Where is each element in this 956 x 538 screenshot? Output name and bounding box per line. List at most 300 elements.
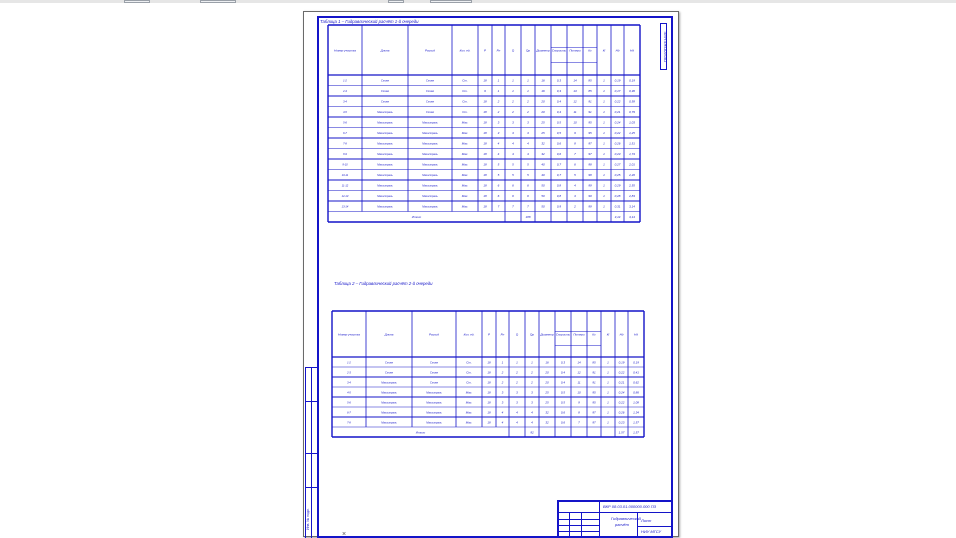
app-toolbar-edge [0, 0, 956, 3]
toolbar-button[interactable] [200, 0, 236, 3]
table2-caption: Таблица 2 – Гидравлический расчёт 2-й очереди [334, 281, 433, 286]
table-cell: 5 [512, 162, 514, 167]
table-header-cell: P [483, 48, 487, 53]
drawing-sheet [303, 11, 679, 537]
title-block-name-1: Гидравлический [611, 516, 641, 521]
table-cell: 95 [588, 120, 592, 125]
toolbar-button[interactable] [388, 0, 404, 3]
table-header-cell: Кг [592, 332, 596, 337]
table-cell: 18 [483, 120, 487, 125]
table-cell: 18 [483, 152, 487, 157]
table-cell: 1,25 [629, 131, 635, 136]
table-cell: 2 [516, 370, 518, 375]
table-cell: 2 [531, 380, 533, 385]
table-header-cell: Диаметр [536, 48, 550, 53]
table-cell: 2-3 [343, 90, 347, 94]
table-cell: 4 [531, 420, 533, 425]
table-cell: Маг. [461, 162, 469, 167]
table-header-cell: Pn [500, 332, 505, 337]
table-cell: 0,4 [560, 370, 566, 375]
table-cell: Магистраль [426, 391, 442, 395]
table-cell: 1,51 [629, 141, 635, 146]
table-cell: Магистраль [422, 184, 438, 188]
table-cell: 1 [603, 99, 605, 104]
table-cell: 1,74 [629, 152, 635, 157]
table-cell: 6 [497, 183, 500, 188]
table-cell: 2 [531, 370, 533, 375]
table-cell: 9-10 [342, 163, 348, 167]
title-block-name-2: расчёт [615, 522, 629, 527]
table-cell: 0,6 [556, 141, 562, 146]
table-cell: 1 [497, 89, 500, 94]
table-cell: Магистраль [377, 174, 393, 178]
table-total-cell: 1,57 [618, 430, 625, 435]
table-cell: Стояк [384, 371, 394, 375]
table-cell: 1 [607, 400, 609, 405]
table-cell: 7 [497, 204, 500, 209]
table-cell: Магистраль [377, 184, 393, 188]
table-cell: 3 [527, 131, 529, 136]
table-cell: Маг. [461, 183, 469, 188]
appendix-stamp-text: ПРИЛОЖЕНИЕ [662, 31, 668, 62]
table-cell: 6 [527, 194, 529, 199]
table-header-cell: Потери [569, 48, 581, 53]
table-cell: 1 [603, 120, 605, 125]
table-cell: 1 [607, 420, 609, 425]
table-cell: 18 [487, 360, 491, 365]
table-header-cell: Диаметр [540, 332, 554, 337]
table-cell: 10 [577, 390, 581, 395]
table-cell: Стояк [380, 90, 390, 94]
table-cell: 18 [483, 99, 487, 104]
table-cell: 0,22 [618, 370, 625, 375]
table-cell: Магистраль [426, 411, 442, 415]
table-cell: 2 [527, 99, 529, 104]
table-cell: Стояк [429, 381, 439, 385]
table-cell: Магистраль [381, 401, 397, 405]
table-cell: 1 [497, 78, 500, 83]
table-cell: 97 [592, 410, 596, 415]
table-cell: 5 [574, 173, 576, 178]
table-cell: 2 [497, 99, 500, 104]
table-cell: 0,4 [560, 380, 566, 385]
table-header-cell: Кl [602, 48, 606, 53]
table-header-cell: Q [511, 48, 515, 53]
table-cell: 50 [541, 183, 545, 188]
table-cell: 18 [483, 194, 487, 199]
table-cell: 1 [603, 194, 605, 199]
table-cell: 12 [577, 370, 581, 375]
table-cell: 0,24 [614, 120, 621, 125]
table-cell: 1 [516, 360, 518, 365]
table-header-cell: Длина [380, 48, 390, 53]
table-cell: 0,24 [618, 390, 625, 395]
table-cell: 18 [483, 183, 487, 188]
table-cell: 0,7 [556, 173, 562, 178]
table-cell: 3 [512, 120, 514, 125]
table-cell: 7 [527, 204, 529, 209]
table-header-cell: Кl [606, 332, 610, 337]
table-cell: 99 [588, 194, 592, 199]
table-cell: 0,4 [556, 99, 562, 104]
toolbar-button[interactable] [124, 0, 150, 3]
table-cell: 3 [516, 390, 518, 395]
table-cell: 0,86 [633, 390, 639, 395]
table-cell: 0,3 [556, 78, 562, 83]
table-cell: 32 [541, 152, 545, 157]
table-cell: 4 [512, 141, 514, 146]
table-cell: 0,26 [618, 410, 625, 415]
table-cell: 0,19 [629, 78, 635, 83]
table-cell: 0,21 [614, 110, 621, 115]
table-header-cell: Длина [384, 332, 394, 337]
table-cell: Магистраль [377, 142, 393, 146]
table-cell: 2,83 [629, 194, 635, 199]
table-total-label: Итого [411, 215, 422, 220]
table-cell: 2-3 [347, 371, 351, 375]
table-cell: 18 [483, 204, 487, 209]
table-cell: 18 [483, 141, 487, 146]
table-cell: 40 [541, 173, 545, 178]
table-header-cell: Кол. ед. [459, 48, 471, 53]
table-header-cell: Q [515, 332, 519, 337]
table-total-label: Итого [415, 430, 426, 435]
table-cell: Стояк [380, 79, 390, 83]
table-cell: Стояк [429, 371, 439, 375]
table-cell: 85 [588, 78, 592, 83]
table-cell: 8 [574, 141, 576, 146]
table-cell: 3-4 [347, 381, 351, 385]
table-cell: 3 [516, 400, 518, 405]
table-cell: 97 [588, 152, 592, 157]
table-cell: 2 [512, 99, 514, 104]
table-cell: 2 [512, 110, 514, 115]
table-cell: 1,03 [629, 120, 635, 125]
table-header-cell: Номер участка [338, 332, 360, 337]
table-cell: 0,36 [629, 89, 635, 94]
table-cell: 3,14 [629, 204, 635, 209]
table-cell: 0,7 [556, 162, 562, 167]
table-cell: 4 [531, 410, 533, 415]
table-cell: 16 [545, 360, 549, 365]
table-cell: 18 [483, 173, 487, 178]
table-cell: 2 [516, 380, 518, 385]
table-cell: 5 [527, 173, 529, 178]
side-stamp-strip [305, 367, 317, 538]
table-cell: Маг. [461, 152, 469, 157]
table-cell: Маг. [461, 120, 469, 125]
table-cell: 5-6 [343, 121, 347, 125]
table-cell: 12-13 [341, 195, 349, 199]
table-cell: 5 [512, 173, 514, 178]
table-cell: Маг. [465, 420, 473, 425]
table-cell: 1 [603, 78, 605, 83]
table-cell: 0,5 [560, 400, 566, 405]
table-cell: 3 [527, 120, 529, 125]
table-cell: 0,26 [614, 141, 621, 146]
table-cell: 0,6 [560, 410, 566, 415]
table-cell: 8 [578, 410, 580, 415]
table-cell: 1 [603, 89, 605, 94]
table2 [332, 311, 657, 444]
table-cell: 85 [592, 360, 596, 365]
table-cell: 6 [527, 183, 529, 188]
table-cell: 10-11 [341, 174, 349, 178]
table-cell: 5 [527, 162, 529, 167]
table-cell: 18 [487, 390, 491, 395]
table-cell: 7-8 [343, 142, 347, 146]
table1-caption: Таблица 1 – Гидравлический расчёт 1-й очереди [320, 19, 419, 24]
table-cell: 0,6 [560, 420, 566, 425]
table-cell: Маг. [465, 390, 473, 395]
table-cell: Магистраль [422, 121, 438, 125]
table-cell: 4 [512, 152, 514, 157]
table-cell: 0,58 [629, 99, 635, 104]
table-cell: 0,19 [614, 78, 621, 83]
table-cell: 4 [574, 183, 576, 188]
table-total-cell: 188 [525, 215, 531, 220]
table-cell: Ст. [462, 89, 468, 94]
table-cell: 6-7 [343, 132, 347, 136]
table-cell: 18 [483, 78, 487, 83]
table-cell: 4 [497, 141, 500, 146]
table-cell: 91 [588, 110, 592, 115]
table-cell: 97 [588, 141, 592, 146]
table-cell: 0,41 [633, 370, 639, 375]
table-cell: 0,29 [614, 183, 621, 188]
table-cell: Маг. [461, 204, 469, 209]
table-cell: 2,26 [629, 173, 635, 178]
table-cell: 32 [541, 141, 545, 146]
table-cell: 1,57 [633, 420, 639, 425]
table-cell: 0,23 [618, 420, 625, 425]
table-total-cell: 1,57 [633, 430, 639, 435]
table-cell: Магистраль [381, 411, 397, 415]
table-cell: 0,21 [618, 380, 625, 385]
table-cell: 32 [545, 410, 549, 415]
table-cell: 1,08 [633, 400, 639, 405]
table-cell: 1 [512, 78, 514, 83]
table-cell: 1 [603, 152, 605, 157]
table-cell: 5 [497, 162, 500, 167]
table-cell: Стояк [429, 361, 439, 365]
table-cell: 95 [592, 400, 596, 405]
table-header-cell: Потери [573, 332, 585, 337]
table-cell: 97 [592, 420, 596, 425]
table-cell: 25 [545, 400, 549, 405]
table-cell: 18 [487, 380, 491, 385]
table-total-cell: 92 [530, 430, 534, 435]
table-cell: 0,8 [556, 194, 562, 199]
table-cell: 4 [501, 420, 504, 425]
table-cell: 0,3 [560, 360, 566, 365]
table-cell: Стояк [425, 90, 435, 94]
table-cell: 7 [578, 420, 580, 425]
table-cell: 14 [573, 78, 577, 83]
table-cell: 1 [607, 390, 609, 395]
table-cell: Магистраль [426, 401, 442, 405]
table-header-cell: Скорость [555, 332, 571, 337]
table-cell: 4 [516, 410, 518, 415]
table-cell: 7 [574, 152, 576, 157]
table-cell: 20 [541, 99, 545, 104]
table-cell: 1 [501, 360, 504, 365]
table-cell: 85 [588, 89, 592, 94]
table-cell: 4 [501, 410, 504, 415]
table-cell: 8-9 [343, 153, 347, 157]
table-cell: 3 [531, 400, 533, 405]
table-cell: Магистраль [422, 142, 438, 146]
table-cell: 1 [607, 410, 609, 415]
appendix-stamp [660, 23, 667, 70]
table-cell: Стояк [384, 361, 394, 365]
table-cell: 7-8 [347, 421, 351, 425]
table-cell: 0,19 [633, 360, 639, 365]
table-cell: 3 [512, 131, 514, 136]
table-cell: 0,9 [556, 204, 562, 209]
table-total-cell: 3,14 [614, 215, 621, 220]
table-cell: 50 [541, 194, 545, 199]
table-cell: 1 [527, 89, 529, 94]
table-cell: 9 [574, 131, 576, 136]
table-cell: Магистраль [377, 132, 393, 136]
table-cell: Магистраль [377, 121, 393, 125]
table-header-cell: Qp [529, 332, 535, 337]
table-cell: 0,17 [614, 89, 621, 94]
table-cell: 10 [573, 120, 577, 125]
table-cell: Ст. [466, 370, 472, 375]
table-cell: 20 [545, 370, 549, 375]
table-cell: 40 [541, 162, 545, 167]
table-cell: Ст. [462, 78, 468, 83]
table-cell: 2 [574, 204, 576, 209]
table-cell: 99 [588, 183, 592, 188]
table-header-cell: P [487, 332, 491, 337]
table-cell: Стояк [425, 111, 435, 115]
table-cell: 2,01 [629, 162, 635, 167]
table-cell: 12 [573, 99, 577, 104]
table-cell: Ст. [466, 360, 472, 365]
table-cell: 5 [497, 173, 500, 178]
table-cell: 2 [501, 370, 504, 375]
table-cell: Маг. [461, 141, 469, 146]
table-cell: 3-4 [343, 100, 347, 104]
table-cell: 0,27 [614, 162, 621, 167]
table-header-cell: Нд [619, 332, 624, 337]
table-cell: 95 [588, 131, 592, 136]
table-cell: 1 [607, 370, 609, 375]
table-cell: 11-12 [341, 184, 349, 188]
table-cell: 99 [588, 204, 592, 209]
table-cell: 6 [497, 194, 500, 199]
table-cell: 91 [588, 99, 592, 104]
table-cell: 13-14 [341, 205, 349, 209]
table-cell: 4 [527, 152, 529, 157]
table-cell: 4 [497, 152, 500, 157]
table-header-cell: Pn [496, 48, 501, 53]
title-block-sheet: Лист [641, 518, 652, 523]
table-cell: 4-5 [343, 111, 347, 115]
table-cell: Магистраль [422, 174, 438, 178]
table-cell: 1 [607, 360, 609, 365]
table-header-cell: Кг [588, 48, 592, 53]
table-cell: 6 [574, 162, 576, 167]
table-cell: 0,19 [618, 360, 625, 365]
table-cell: 25 [541, 120, 545, 125]
table-cell: Магистраль [422, 163, 438, 167]
table-cell: 9 [484, 89, 486, 94]
title-block [557, 500, 673, 538]
title-block-org: НИУ МГСУ [641, 529, 662, 534]
table-cell: 0,22 [618, 400, 625, 405]
table-cell: 25 [545, 390, 549, 395]
table-cell: 98 [588, 173, 592, 178]
table-cell: 91 [592, 380, 596, 385]
table-cell: 4 [527, 141, 529, 146]
table-cell: Маг. [465, 410, 473, 415]
table-cell: Магистраль [377, 195, 393, 199]
table-cell: Магистраль [377, 163, 393, 167]
table-cell: 18 [487, 410, 491, 415]
table-cell: 1 [603, 131, 605, 136]
table-cell: 1 [603, 110, 605, 115]
table-cell: 18 [487, 400, 491, 405]
table-cell: 2 [527, 110, 529, 115]
side-stamp-label: Инв. № подл. [305, 508, 310, 530]
table-cell: 11 [577, 380, 581, 385]
table-cell: 1 [603, 183, 605, 188]
table-cell: 1 [603, 204, 605, 209]
table1 [328, 25, 653, 237]
table-header-cell: Расход [425, 48, 435, 53]
toolbar-button[interactable] [430, 0, 472, 3]
table-cell: 4 [516, 420, 518, 425]
table-cell: 1 [603, 173, 605, 178]
table-cell: 0,28 [614, 194, 621, 199]
table-cell: 1 [527, 78, 529, 83]
table-cell: Ст. [462, 99, 468, 104]
table-cell: Магистраль [422, 205, 438, 209]
table-header-cell: Скорость [551, 48, 567, 53]
table-cell: 16 [541, 89, 545, 94]
table-cell: Магистраль [426, 421, 442, 425]
table-cell: 0,31 [614, 204, 621, 209]
table-cell: 2,55 [629, 183, 635, 188]
table-cell: 1 [512, 89, 514, 94]
table-cell: 95 [592, 390, 596, 395]
table-cell: 32 [545, 420, 549, 425]
table-header-cell: Кол. ед. [463, 332, 475, 337]
table-cell: 20 [541, 110, 545, 115]
table-cell: 3 [531, 390, 533, 395]
table-cell: 6 [512, 183, 514, 188]
table-total-cell: 3,14 [629, 215, 635, 220]
table-cell: Ст. [462, 110, 468, 115]
cursor-cross-icon: × [342, 531, 347, 538]
table-cell: Ст. [466, 380, 472, 385]
table-cell: Стояк [425, 100, 435, 104]
table-cell: Маг. [465, 400, 473, 405]
table-cell: 18 [487, 370, 491, 375]
table-cell: 3 [497, 131, 500, 136]
table-cell: 6 [512, 194, 514, 199]
table-cell: 0,5 [556, 120, 562, 125]
table-cell: 4-5 [347, 391, 351, 395]
table-cell: Магистраль [422, 195, 438, 199]
table-header-cell: Нд [630, 48, 634, 53]
table-cell: 50 [541, 204, 545, 209]
table-cell: 3 [501, 390, 504, 395]
